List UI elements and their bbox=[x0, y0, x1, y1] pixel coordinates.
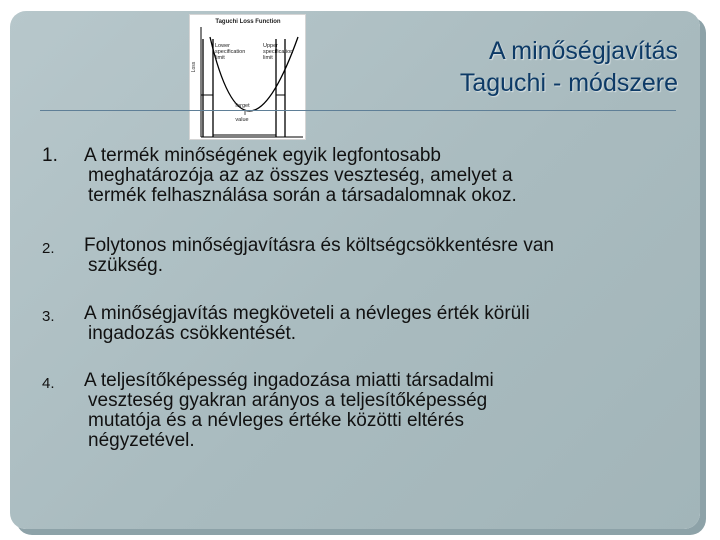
item-number: 4. bbox=[42, 375, 55, 392]
upper-limit-label-2: specification bbox=[263, 49, 294, 55]
lower-limit-label-1: Lower bbox=[215, 43, 230, 49]
item-line: A teljesítőképesség ingadozása miatti társadalmi bbox=[84, 370, 494, 391]
title-divider bbox=[40, 110, 676, 111]
item-line: A minőségjavítás megköveteli a névleges érték körüli bbox=[84, 303, 530, 324]
item-number: 1. bbox=[42, 145, 58, 166]
figure-y-label: Loss bbox=[191, 61, 197, 73]
item-line: meghatározója az az összes veszteség, amelyet a bbox=[88, 165, 513, 186]
item-number: 2. bbox=[42, 240, 55, 257]
target-label-2: value bbox=[235, 117, 249, 123]
figure-title: Taguchi Loss Function bbox=[215, 19, 281, 25]
item-line: ingadozás csökkentését. bbox=[88, 323, 297, 344]
item-line: négyzetével. bbox=[88, 430, 195, 451]
item-line: termék felhasználása során a társadalomnak okoz. bbox=[88, 185, 517, 206]
item-line: A termék minőségének egyik legfontosabb bbox=[84, 145, 441, 166]
item-line: mutatója és a névleges értéke közötti eltérés bbox=[88, 410, 464, 431]
page-title bbox=[460, 35, 678, 99]
title-line-1: A minőségjavítás bbox=[489, 37, 678, 65]
upper-limit-label-3: limit bbox=[263, 55, 273, 61]
item-line: Folytonos minőségjavításra és költségcsökkentésre van bbox=[84, 235, 554, 256]
item-line: veszteség gyakran arányos a teljesítőképesség bbox=[88, 390, 488, 411]
upper-limit-label-1: Upper bbox=[263, 43, 278, 49]
item-line: szükség. bbox=[88, 255, 163, 276]
title-line-2: Taguchi - módszere bbox=[459, 69, 678, 97]
target-label-1: Target bbox=[234, 103, 250, 109]
lower-limit-label-3: limit bbox=[215, 55, 225, 61]
taguchi-loss-chart bbox=[190, 15, 305, 139]
item-number: 3. bbox=[42, 308, 55, 325]
lower-limit-label-2: specification bbox=[215, 49, 246, 55]
taguchi-loss-figure bbox=[189, 14, 306, 140]
